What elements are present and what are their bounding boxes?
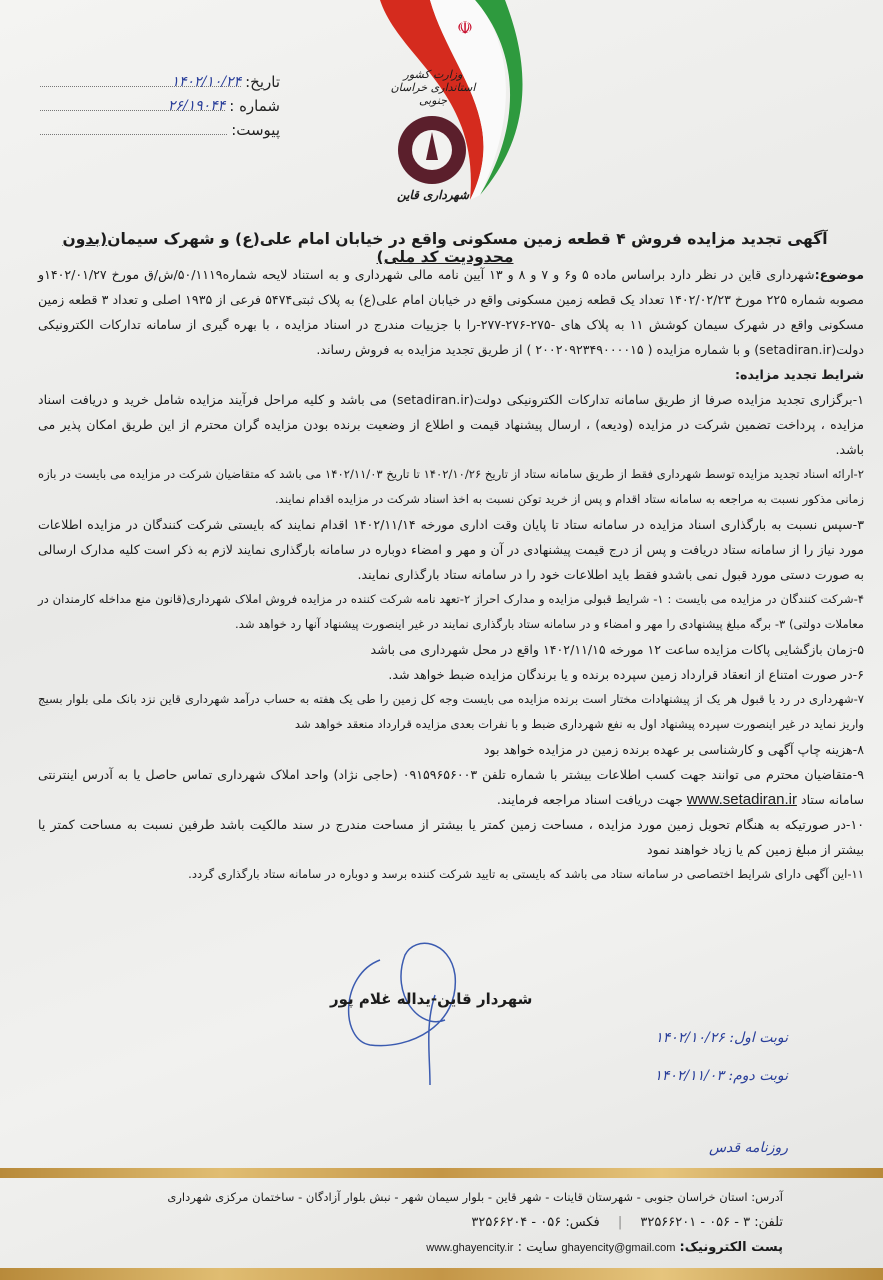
footer-contacts: تلفن: ۳ - ۰۵۶ - ۳۲۵۶۶۲۰۱ | فکس: ۰۵۶ - ۳۲۵۶۶۲۰۴: [471, 1215, 783, 1230]
subject-label: موضوع:: [814, 267, 864, 282]
subject-text: شهرداری قاین در نظر دارد براساس ماده ۵ و۶ و ۷ و ۸ و ۱۳ آیین نامه مالی شهرداری و به استناد لایحه شماره۵۰/۱۱۱۹/ش/ق مورخ ۱۴۰۲/۰۱/۲۷و مصوبه شماره ۲۲۵ مورخ ۱۴۰۲/۰۲/۲۳ تعداد یک قطعه زمین مسکونی واقع در خیابان امام علی(ع) به پلاک ثبتی۵۴۷۴ فرعی از ۱۹۳۵ اصلی و تعداد ۳ قطعه زمین مسکونی واقع در شهرک سیمان کوشش ۱۱ به پلاک های -۲۷۵-۲۷۶-۲۷۷-را با جزییات مندرج در اسناد مزایده ، با بهره گیری از سامانه تدارکات الکترونیکی دولت(setadiran.ir) و با شماره مزایده ( ۲۰۰۲۰۹۲۳۴۹۰۰۰۰۱۵ ) از طریق تجدید مزایده به فروش رساند.: [38, 267, 864, 357]
footer-online: [426, 1240, 783, 1255]
conditions-heading: شرایط تجدید مزایده:: [734, 367, 864, 382]
condition-item: [38, 762, 864, 812]
ministry-name: وزارت کشور: [403, 68, 463, 81]
condition-item: ۳-سپس نسبت به بارگذاری اسناد مزایده در سامانه ستاد تا پایان وقت اداری مورخه ۱۴۰۲/۱۱/۱۴ اقدام نمایند که بایستی شرکت کنندگان در مزایده اطلاعات مورد نیاز را از سامانه ستاد دریافت و پس از درج قیمت پیشنهادی در آن و مهر و امضاء دوباره در سامانه بارگذاری نمایند لازم به ذکر است کلیه مدارک ارسالی به صورت دستی مورد قبول نمی باشدو فقط باید اطلاعات خود را در سامانه ستاد بارگذاری نمایند.: [38, 517, 864, 582]
condition-item: ۵-زمان بازگشایی پاکات مزایده ساعت ۱۲ مورخه ۱۴۰۲/۱۱/۱۵ واقع در محل شهرداری می باشد: [370, 642, 864, 657]
number-value: ۲۶/۱۹۰۴۴: [167, 98, 226, 114]
condition-9-text: ۹-متقاضیان محترم می توانند جهت کسب اطلاعات بیشتر با شماره تلفن ۰۹۱۵۹۶۵۶۰۰۳ (حاجی نژاد) واحد املاک شهرداری تماس حاصل یا به آدرس اینترنتی سامانه ستاد: [38, 767, 864, 807]
footer-bottom-band: [0, 1268, 883, 1280]
title-main: آگهی تجدید مزایده فروش ۴ قطعه زمین مسکونی واقع در خیابان امام علی(ع) و شهرک سیمان: [107, 230, 828, 248]
number-label: شماره :: [229, 97, 280, 115]
notice-title: [30, 230, 860, 266]
municipality-name: شهرداری قاین: [396, 188, 470, 202]
governorate-name: استانداری خراسان جنوبی: [390, 81, 476, 107]
date-value: ۱۴۰۲/۱۰/۲۴: [171, 74, 242, 90]
letter-meta: [40, 70, 280, 142]
site-label: سایت :: [517, 1240, 558, 1255]
condition-item: ۴-شرکت کنندگان در مزایده می بایست : ۱- شرایط قبولی مزایده و مدارک احراز ۲-تعهد نامه شرکت کننده در مزایده فروش املاک شهرداری(قانون منع مداخله کارمندان در معاملات دولتی) ۳- برگه مبلغ پیشنهادی را مهر و امضاء و در سامانه ستاد بارگذاری نمایند در غیر اینصورت پیشنهاد آنها رد خواهد شد.: [38, 592, 864, 631]
footer-top-band: [0, 1168, 883, 1178]
subject-paragraph: [38, 262, 864, 362]
condition-9-tail: جهت دریافت اسناد مراجعه فرمایند.: [496, 792, 683, 807]
municipality-logo: [370, 0, 540, 215]
second-round-note: نوبت دوم: ۱۴۰۲/۱۱/۰۳: [654, 1068, 788, 1084]
mayor-signature-name: شهردار قاین-یداله غلام پور: [330, 990, 533, 1008]
condition-item: ۷-شهرداری در رد یا قبول هر یک از پیشنهادات مختار است برنده مزایده می بایست وجه کل زمین را طی یک هفته به حساب درآمد شهرداری قاین نزد بانک ملی بلوار بسیج واریز نماید در غیر اینصورت سپرده پیشنهاد اول به نفع شهرداری ضبط و با نفرات بعدی مزایده قرارداد منعقد خواهد شد: [38, 692, 864, 731]
footer-phone: تلفن: ۳ - ۰۵۶ - ۳۲۵۶۶۲۰۱: [640, 1215, 783, 1230]
ministry-text: [378, 68, 488, 107]
attachment-label: پیوست:: [231, 121, 280, 139]
condition-item: ۶-در صورت امتناع از انعقاد قرارداد زمین سپرده برنده و یا برندگان مزایده ضبط خواهد شد.: [388, 667, 864, 682]
handwritten-signature: [320, 935, 480, 1085]
condition-item: ۸-هزینه چاپ آگهی و کارشناسی بر عهده برنده زمین در مزایده خواهد بود: [483, 742, 864, 757]
footer-website[interactable]: www.ghayencity.ir: [426, 1242, 514, 1254]
newspaper-note: روزنامه قدس: [708, 1140, 788, 1156]
footer-address: آدرس: استان خراسان جنوبی - شهرستان قاینات - شهر قاین - بلوار سیمان شهر - نبش بلوار آزادگان - ساختمان مرکزی شهرداری: [167, 1190, 783, 1204]
first-round-note: نوبت اول: ۱۴۰۲/۱۰/۲۶: [655, 1030, 788, 1046]
footer-email[interactable]: ghayencity@gmail.com: [561, 1242, 676, 1254]
setadiran-link[interactable]: www.setadiran.ir: [686, 791, 797, 808]
condition-item: ۱-برگزاری تجدید مزایده صرفا از طریق سامانه تدارکات الکترونیکی دولت(setadiran.ir) می باشد و کلیه مراحل فرآیند مزایده شامل خرید و دریافت اسناد مزایده ، پرداخت تضمین شرکت در مزایده (ودیعه) ، ارسال پیشنهاد قیمت و اطلاع از وضعیت برنده بودن مزایده گران محترم از این طریق امکان پذیر می باشد.: [38, 392, 864, 457]
condition-item: ۱۱-این آگهی دارای شرایط اختصاصی در سامانه ستاد می باشد که بایستی به تایید شرکت کننده برسد و دوباره در سامانه ستاد بارگذاری گردد.: [188, 867, 864, 881]
svg-text:☫: ☫: [456, 18, 474, 39]
email-label: پست الکترونیک:: [679, 1240, 783, 1255]
footer-fax: فکس: ۰۵۶ - ۳۲۵۶۶۲۰۴: [471, 1215, 600, 1230]
notice-body: [38, 262, 864, 887]
condition-item: ۱۰-در صورتیکه به هنگام تحویل زمین مورد مزایده ، مساحت زمین کمتر یا بیشتر از مساحت مندرج در سند مالکیت باشد طرفین نسبت به مساحت کمتر یا بیشتر از مبلغ زمین کم یا زیاد خواهند نمود: [38, 817, 864, 857]
condition-item: ۲-ارائه اسناد تجدید مزایده توسط شهرداری فقط از طریق سامانه ستاد از تاریخ ۱۴۰۲/۱۰/۲۶ تا تاریخ ۱۴۰۲/۱۱/۰۳ می باشد که متقاضیان شرکت در مزایده می بایست در بازه زمانی مذکور نسبت به مراجعه به سامانه ستاد اقدام و پس از خرید توکن نسبت به اخذ اسناد شرکت در مزایده اقدام نمایند.: [38, 467, 864, 506]
title-underlined: (بدون محدودیت کد ملی): [62, 230, 514, 266]
date-label: تاریخ:: [245, 73, 280, 91]
